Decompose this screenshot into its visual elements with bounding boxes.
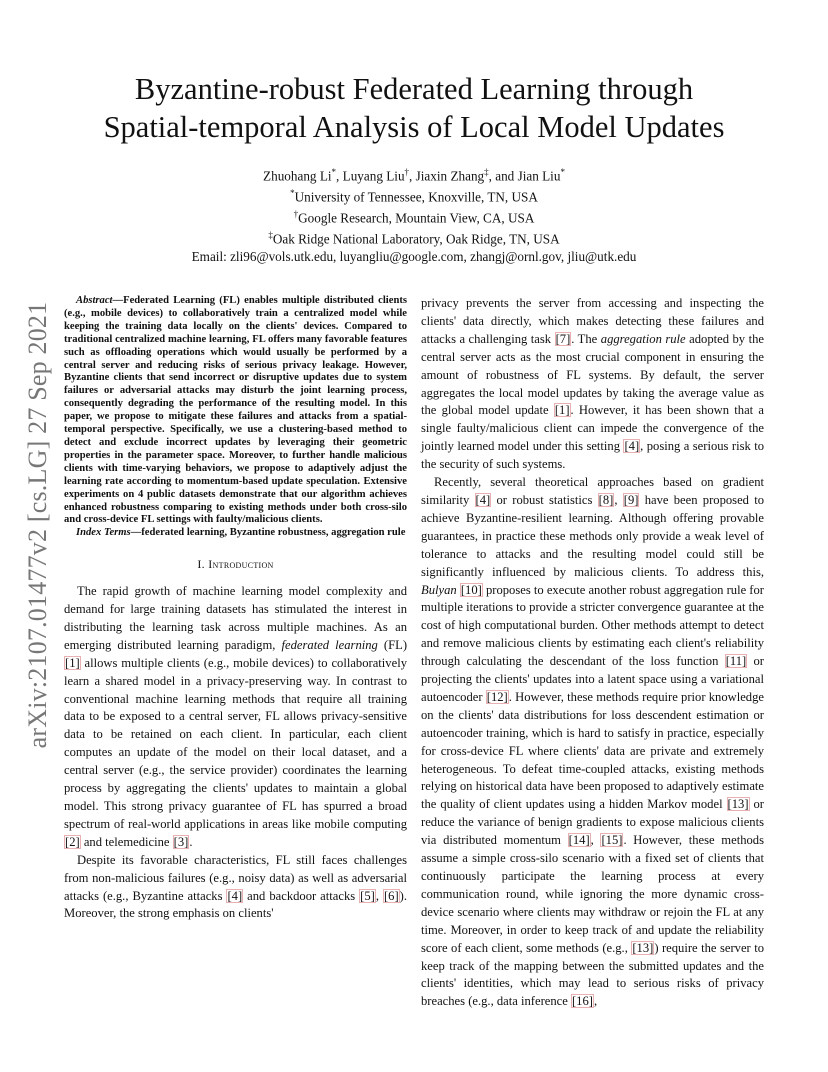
citation-link[interactable]: [14]: [568, 833, 590, 848]
citation-link[interactable]: [6]: [383, 888, 399, 903]
citation-link[interactable]: [7]: [555, 331, 571, 346]
author-names: Zhuohang Li*, Luyang Liu†, Jiaxin Zhang‡, and Jian Liu*: [263, 167, 565, 184]
citation-link[interactable]: [13]: [727, 797, 749, 812]
index-terms: Index Terms—federated learning, Byzantine robustness, aggregation rule: [76, 527, 406, 539]
citation-link[interactable]: [3]: [173, 834, 189, 849]
affiliation-1: *University of Tennessee, Knoxville, TN, USA: [290, 187, 538, 205]
citation-link[interactable]: [12]: [486, 689, 508, 704]
author-block: [60, 164, 768, 266]
arxiv-identifier-text: arXiv:2107.01477v2 [cs.LG] 27 Sep 2021: [23, 301, 52, 749]
author-emails: Email: zli96@vols.utk.edu, luyangliu@google.com, zhangj@ornl.gov, jliu@utk.edu: [191, 248, 637, 264]
title-line-2: Spatial-temporal Analysis of Local Model Updates: [103, 110, 725, 144]
citation-link[interactable]: [15]: [601, 833, 623, 848]
paper-title: [60, 70, 768, 146]
intro-paragraph-2-cont: privacy prevents the server from accessing and inspecting the clients' data directly, which makes detecting these failures and attacks a challenging task [7]. The aggregation rule adopted by the central server acts as the most crucial component in ensuring the amount of robustness of FL systems. By default, the server aggregates the local model updates by taking the average value as the global model update [1]. However, it has been shown that a single faulty/malicious client can impede the convergence of the jointly learned model under this setting [4], posing a serious risk to the security of such systems.: [421, 296, 765, 472]
intro-paragraph-3: Recently, several theoretical approaches based on gradient similarity [4] or robust statistics [8], [9] have been proposed to achieve Byzantine-resilient learning. Although offering provable guarantees, in practice these methods only provide a weak level of tolerance to attacks and the resulting model could still be significantly influenced by malicious clients. To address this, Bulyan [10] proposes to execute another robust aggregation rule for multiple iterations to provide a stricter convergence guarantee at the cost of high computational burden. Other methods attempt to detect and remove malicious clients by estimating each client's reliability through calculating the descendant of the loss function [11] or projecting the clients' updates into a latent space using a variational autoencoder [12]. However, these methods require prior knowledge on the clients' data distributions for loss descendent estimation or autoencoder training, which is hard to satisfy in practice, especially for cross-device FL where clients' data are private and extremely heterogeneous. To defeat time-coupled attacks, existing methods relying on historical data have been proposed to adaptively estimate the quality of client updates using a hidden Markov model [13] or reduce the variance of benign gradients to expose malicious clients via distributed momentum [14], [15]. However, these methods assume a simple cross-silo scenario with a fixed set of clients that continuously participate the learning process at every communication round, while ignoring the more dynamic cross-device scenario where clients may withdraw or rejoin the FL at any time. Moreover, in order to keep track of and update the reliability score of each client, some methods (e.g., [13]) require the server to keep track of the mapping between the submitted updates and the clients' identities, which may lead to serious risks of privacy breaches (e.g., data inference [16],: [421, 475, 765, 1009]
citation-link[interactable]: [13]: [632, 940, 654, 955]
citation-link[interactable]: [10]: [460, 582, 482, 597]
citation-link[interactable]: [16]: [571, 994, 593, 1009]
affiliation-3: ‡Oak Ridge National Laboratory, Oak Ridge, TN, USA: [268, 229, 560, 247]
citation-link[interactable]: [11]: [725, 654, 747, 669]
citation-link[interactable]: [4]: [475, 492, 491, 507]
citation-link[interactable]: [4]: [624, 439, 640, 454]
citation-link[interactable]: [1]: [65, 655, 80, 670]
citation-link[interactable]: [4]: [227, 888, 243, 903]
citation-link[interactable]: [2]: [65, 834, 80, 849]
affiliation-2: †Google Research, Mountain View, CA, USA: [293, 208, 535, 226]
citation-link[interactable]: [9]: [623, 492, 639, 507]
citation-link[interactable]: [1]: [554, 403, 570, 418]
right-column: [421, 295, 764, 1011]
left-column: [64, 295, 407, 923]
section-heading-introduction: I. Introduction: [197, 557, 274, 572]
citation-link[interactable]: [8]: [598, 492, 614, 507]
citation-link[interactable]: [5]: [360, 888, 375, 903]
abstract: Abstract—Federated Learning (FL) enables multiple distributed clients (e.g., mobile devices) to collaboratively train a centralized model while keeping the training data locally on the clients' devices. Compared to traditional centralized machine learning, FL offers many favorable features such as offloading operations which would usually be performed by a central server and reducing risks of serious privacy leakage. However, Byzantine clients that send incorrect or disruptive updates due to system failures or adversarial attacks may disturb the joint learning process, consequently degrading the performance of the resulting model. In this paper, we propose to mitigate these failures and attacks from a spatial-temporal perspective. Specifically, we use a clustering-based method to detect and exclude incorrect updates by leveraging their geometric properties in the parameter space. Moreover, to further handle malicious clients with time-varying behaviors, we propose to adaptively adjust the learning rate according to momentum-based update speculation. Extensive experiments on 4 public datasets demonstrate that our algorithm achieves enhanced robustness comparing to existing methods under both cross-silo and cross-device FL settings with faulty/malicious clients.: [64, 295, 407, 526]
arxiv-side-identifier: [20, 290, 56, 760]
title-line-1: Byzantine-robust Federated Learning through: [134, 72, 694, 106]
intro-paragraph-2: Despite its favorable characteristics, FL still faces challenges from non-malicious failures (e.g., noisy data) as well as adversarial attacks (e.g., Byzantine attacks [4] and backdoor attacks [5], [6]). Moreover, the strong emphasis on clients': [64, 852, 407, 921]
intro-paragraph-1: The rapid growth of machine learning model complexity and demand for large training datasets has stimulated the interest in distributing the learning task across multiple machines. As an emerging distributed learning paradigm, federated learning (FL) [1] allows multiple clients (e.g., mobile devices) to collaboratively learn a shared model in a privacy-preserving way. In contrast to conventional machine learning methods that require all training data to be exposed to a central server, FL allows privacy-sensitive data to be retained on each client. In particular, each client computes an update of the model on their local dataset, and a central server (e.g., the service provider) coordinates the learning process by aggregating the clients' updates to maintain a global model. This strong privacy guarantee of FL has spurred a broad spectrum of real-world applications in areas like mobile computing [2] and telemedicine [3].: [64, 584, 408, 849]
